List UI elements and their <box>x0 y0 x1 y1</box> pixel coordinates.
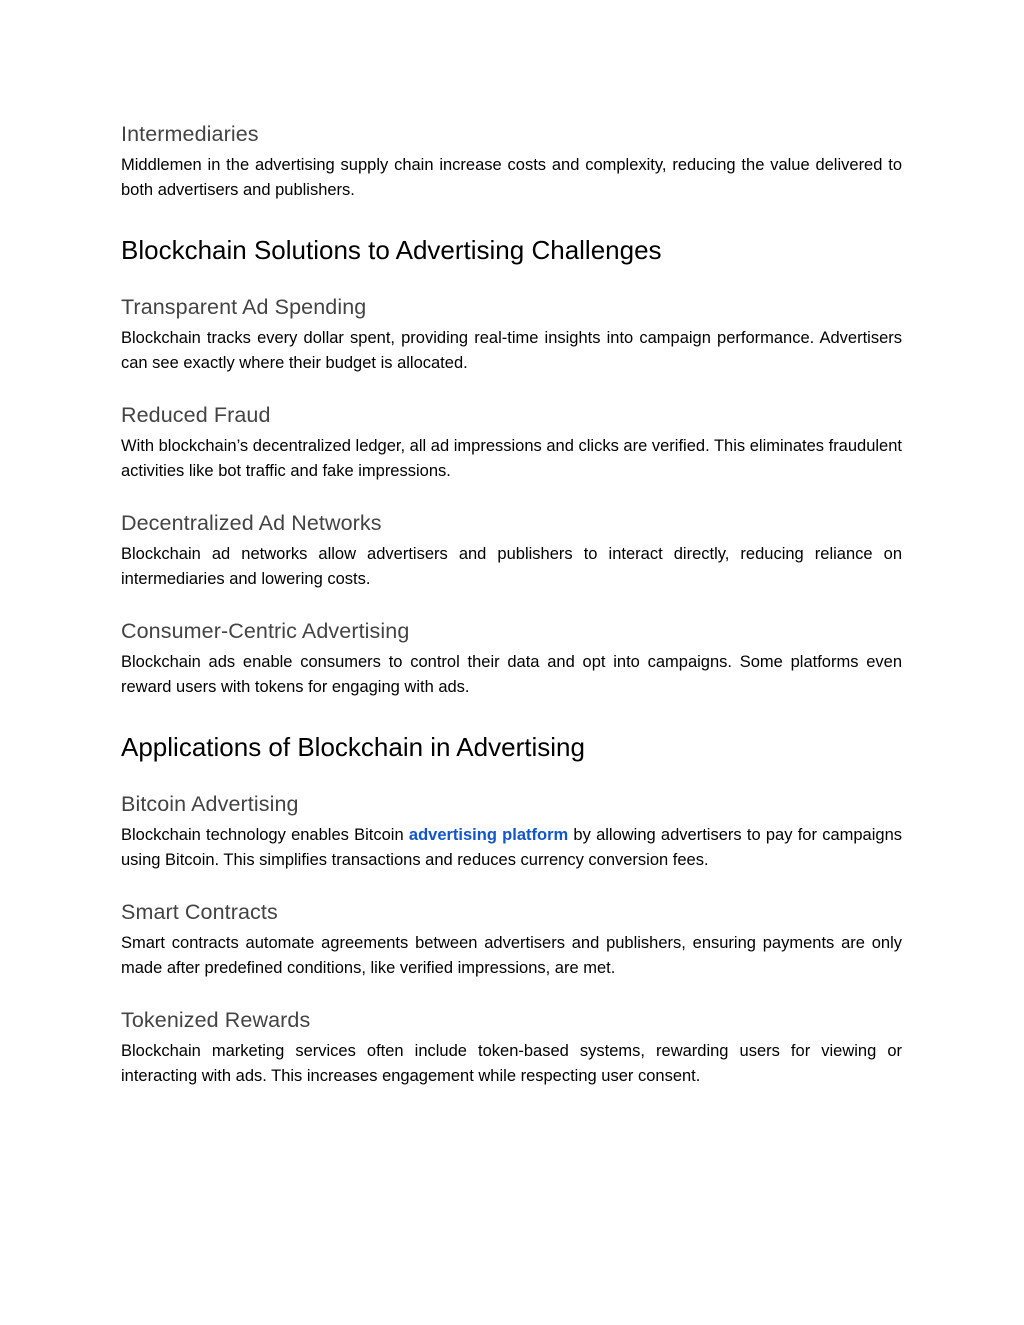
section-title: Smart Contracts <box>121 900 278 924</box>
body-text-before: Blockchain technology enables Bitcoin <box>121 826 409 844</box>
section-fraud <box>121 399 902 483</box>
section-body: Smart contracts automate agreements between advertisers and publishers, ensuring payments are only made after predefined conditions, like verified impressions, are met. <box>121 934 902 977</box>
section-smart-contracts <box>121 896 902 980</box>
section-consumer <box>121 615 902 699</box>
section-title: Consumer-Centric Advertising <box>121 619 410 643</box>
advertising-platform-link[interactable]: advertising platform <box>408 826 569 844</box>
section-body: Blockchain tracks every dollar spent, providing real-time insights into campaign performance. Advertisers can see exactly where their budget is allocated. <box>121 329 902 372</box>
body-text-after: by allowing advertisers to pay for campaigns using Bitcoin. This simplifies transactions and reduces currency conversion fees. <box>121 826 902 869</box>
section-title: Transparent Ad Spending <box>121 295 367 319</box>
section-body <box>121 823 902 872</box>
section-title: Tokenized Rewards <box>121 1008 311 1032</box>
section-body: Middlemen in the advertising supply chain increase costs and complexity, reducing the value delivered to both advertisers and publishers. <box>121 156 902 199</box>
heading-solutions: Blockchain Solutions to Advertising Challenges <box>121 235 662 265</box>
section-intermediaries <box>121 118 902 202</box>
section-title: Intermediaries <box>121 122 259 146</box>
document-page <box>121 118 902 1088</box>
section-body: Blockchain marketing services often include token-based systems, rewarding users for viewing or interacting with ads. This increases engagement while respecting user consent. <box>121 1042 902 1085</box>
section-title: Decentralized Ad Networks <box>121 511 382 535</box>
section-title: Reduced Fraud <box>121 403 271 427</box>
section-networks <box>121 507 902 591</box>
section-body: With blockchain’s decentralized ledger, all ad impressions and clicks are verified. This eliminates fraudulent activities like bot traffic and fake impressions. <box>121 437 902 480</box>
section-body: Blockchain ad networks allow advertisers and publishers to interact directly, reducing reliance on intermediaries and lowering costs. <box>121 545 902 588</box>
section-transparent <box>121 291 902 375</box>
heading-applications: Applications of Blockchain in Advertising <box>121 732 585 762</box>
section-title: Bitcoin Advertising <box>121 792 299 816</box>
section-body: Blockchain ads enable consumers to control their data and opt into campaigns. Some platforms even reward users with tokens for engaging with ads. <box>121 653 902 696</box>
section-bitcoin <box>121 788 902 872</box>
section-tokenized <box>121 1004 902 1088</box>
